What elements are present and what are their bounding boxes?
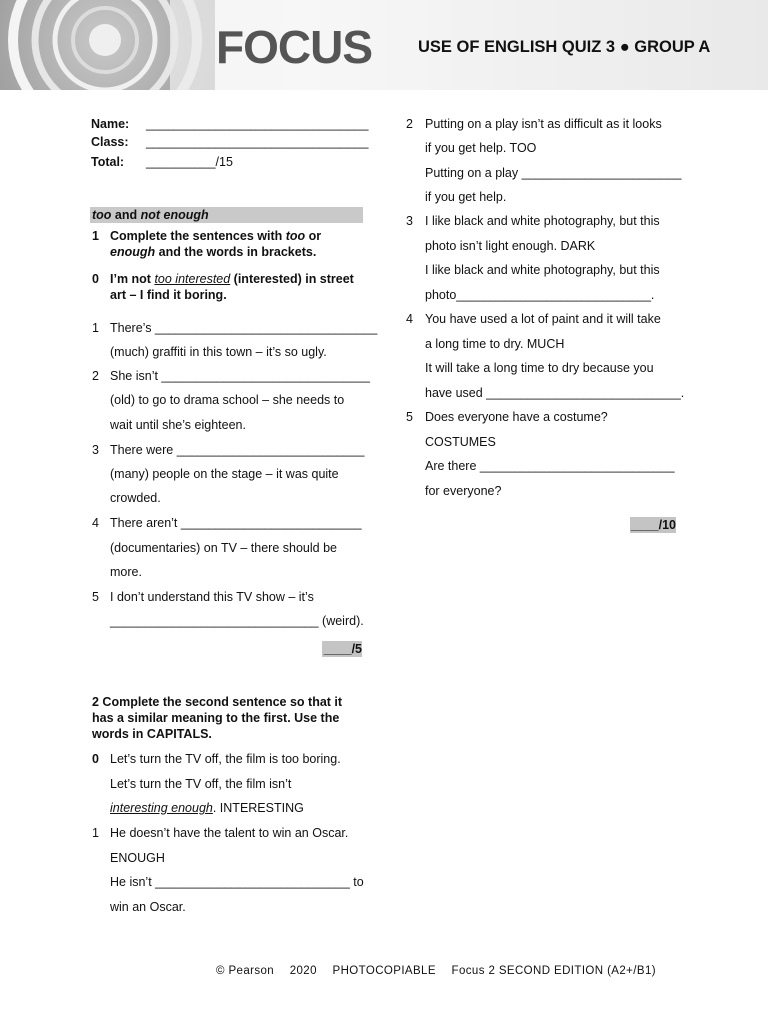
section-heading-and: and [111, 208, 141, 222]
ex1-item-2-line3: wait until she’s eighteen. [110, 418, 246, 432]
decorative-circles-graphic [0, 0, 215, 90]
ex2-item-3-line3: I like black and white photography, but this [425, 263, 660, 277]
total-field[interactable]: __________/15 [146, 155, 233, 169]
ex1-example-answer: too interested [154, 272, 231, 286]
name-label: Name: [91, 117, 130, 131]
ex2-item-3-line2: photo isn’t light enough. DARK [425, 239, 596, 253]
ex2-score[interactable]: ____/10 [630, 518, 676, 532]
ex2-example-line2: Let’s turn the TV off, the film isn’t [110, 777, 292, 791]
ex1-item-4-line2: (documentaries) on TV – there should be [110, 541, 337, 555]
ex2-item-4-line1: You have used a lot of paint and it will take [425, 312, 661, 326]
footer-edition: Focus 2 SECOND EDITION (A2+/B1) [451, 965, 656, 977]
footer-year: 2020 [289, 965, 317, 977]
section-heading [92, 207, 209, 223]
class-label: Class: [91, 135, 129, 149]
ex2-item-number: 5 [406, 410, 413, 424]
ex2-item-3-answer-line[interactable]: photo____________________________. [425, 288, 655, 302]
ex2-item-1-line4: win an Oscar. [110, 900, 186, 914]
ex1-item-number: 3 [92, 443, 99, 457]
ex1-item-number: 4 [92, 516, 99, 530]
ex1-item-2-line2: (old) to go to drama school – she needs to [110, 393, 345, 407]
ex1-score[interactable]: ____/5 [323, 642, 362, 656]
ex2-item-3-line1: I like black and white photography, but this [425, 214, 660, 228]
ex2-item-number: 4 [406, 312, 413, 326]
ex2-instruction-line3: words in CAPITALS. [92, 727, 212, 741]
ex1-example-line2: art – I find it boring. [110, 288, 227, 302]
ex2-example-line3 [110, 800, 304, 816]
footer-copyright: © Pearson [216, 965, 275, 977]
ex2-item-2-line2: if you get help. TOO [425, 141, 537, 155]
total-label: Total: [91, 155, 125, 169]
page-footer [216, 965, 656, 977]
ex1-item-1-line2: (much) graffiti in this town – it’s so ugly. [110, 345, 327, 359]
section-heading-not-enough: not enough [140, 208, 209, 222]
ex2-item-1-keyword: ENOUGH [110, 851, 165, 865]
ex1-item-4-line3: more. [110, 565, 142, 579]
ex2-item-number: 1 [92, 826, 99, 840]
ex1-example-number: 0 [92, 272, 99, 286]
ex1-item-3-line2: (many) people on the stage – it was quite [110, 467, 339, 481]
ex2-item-1-answer-line[interactable]: He isn’t ____________________________ to [110, 875, 364, 889]
ex2-item-4-line2: a long time to dry. MUCH [425, 337, 565, 351]
ex2-item-5-line1: Does everyone have a costume? [425, 410, 608, 424]
ex1-instruction-line1: Complete the sentences with too or [110, 229, 322, 243]
ex1-item-number: 2 [92, 369, 99, 383]
ex2-instruction-line1: 2 Complete the second sentence so that it [92, 695, 343, 709]
focus-logo: FOCUS [216, 21, 372, 73]
ex1-item-3-line1[interactable]: There were ___________________________ [110, 443, 365, 457]
ex2-item-number: 3 [406, 214, 413, 228]
ex2-item-2-line4: if you get help. [425, 190, 507, 204]
name-field[interactable]: ________________________________ [146, 117, 369, 131]
ex2-item-2-line1: Putting on a play isn’t as difficult as it looks [425, 117, 662, 131]
ex2-item-5-answer-line[interactable]: Are there ____________________________ [425, 459, 675, 473]
ex1-item-1-line1[interactable]: There’s ________________________________ [110, 321, 378, 335]
ex2-item-4-answer-line[interactable]: have used ____________________________. [425, 386, 685, 400]
ex1-number: 1 [92, 229, 99, 243]
ex2-example-keyword: . INTERESTING [212, 801, 304, 815]
ex1-example-line1: I’m not too interested (interested) in street [110, 272, 354, 286]
section-heading-too: too [92, 208, 112, 222]
ex1-item-5-line2[interactable]: ______________________________ (weird). [110, 614, 364, 628]
ex1-item-3-line3: crowded. [110, 491, 161, 505]
ex1-item-number: 5 [92, 590, 99, 604]
ex2-item-5-line4: for everyone? [425, 484, 502, 498]
ex1-item-4-line1[interactable]: There aren’t __________________________ [110, 516, 362, 530]
ex2-example-line1: Let’s turn the TV off, the film is too boring. [110, 752, 341, 766]
class-field[interactable]: ________________________________ [146, 135, 369, 149]
ex2-item-2-answer-line[interactable]: Putting on a play _______________________ [425, 166, 682, 180]
ex1-item-5-line1: I don’t understand this TV show – it’s [110, 590, 314, 604]
ex1-item-number: 1 [92, 321, 99, 335]
ex2-item-4-line3: It will take a long time to dry because you [425, 361, 654, 375]
ex1-instruction-line2: enough and the words in brackets. [110, 245, 317, 259]
ex1-item-2-line1[interactable]: She isn’t ______________________________ [110, 369, 370, 383]
ex2-item-number: 2 [406, 117, 413, 131]
ex2-example-answer: interesting enough [110, 801, 213, 815]
footer-photocopiable: PHOTOCOPIABLE [332, 965, 436, 977]
ex2-item-5-keyword: COSTUMES [425, 435, 496, 449]
ex2-instruction-line2: has a similar meaning to the first. Use the [92, 711, 340, 725]
ex2-item-1-line1: He doesn’t have the talent to win an Oscar. [110, 826, 349, 840]
quiz-title: USE OF ENGLISH QUIZ 3 ● GROUP A [418, 38, 711, 56]
page-header [0, 0, 768, 90]
ex2-example-number: 0 [92, 752, 99, 766]
